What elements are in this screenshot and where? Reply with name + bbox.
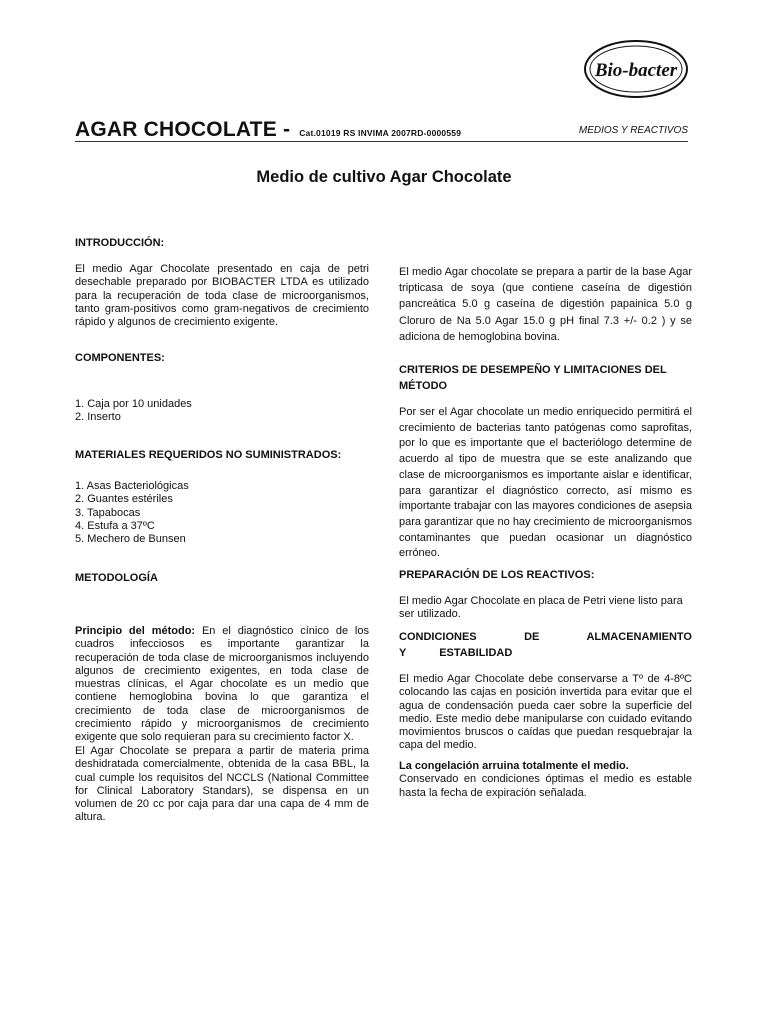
title-dash: -: [282, 118, 291, 141]
reagents-heading: PREPARACIÓN DE LOS REACTIVOS:: [399, 569, 595, 581]
components-list: [75, 398, 369, 425]
list-item: 4. Estufa a 37ºC: [75, 519, 155, 532]
header-title-group: [75, 118, 461, 142]
materials-heading: MATERIALES REQUERIDOS NO SUMINISTRADOS:: [75, 449, 342, 461]
components-heading: COMPONENTES:: [75, 352, 165, 364]
list-item: 3. Tapabocas: [75, 506, 141, 519]
list-item: 1. Caja por 10 unidades: [75, 398, 192, 410]
base-text: El medio Agar chocolate se prepara a partir de la base Agar tripticasa de soya (que contiene caseína de digestión pancreática 5.0 g caseína de digestión papainica 5.0 g Cloruro de Na 5.0 Agar 15.0 g pH final 7.3 +/- 0.2 ) y se adiciona de hemoglobina bovina.: [399, 266, 692, 343]
intro-heading: INTRODUCCIÓN:: [75, 237, 165, 249]
criteria-heading: CRITERIOS DE DESEMPEÑO Y LIMITACIONES DEL MÉTODO: [399, 364, 667, 392]
freeze-label: La congelación arruina totalmente el medio.: [399, 760, 629, 772]
header: [75, 118, 688, 142]
logo-graphic: [582, 38, 690, 100]
document-title: Medio de cultivo Agar Chocolate: [256, 168, 512, 186]
criteria-text: Por ser el Agar chocolate un medio enriquecido permitirá el crecimiento de bacterias tanto patógenas como saprofitas, por lo que es importante que el bacteriólogo determine de acuerdo al tipo de muestra que se este analizando que clase de microorganismos es importante aislar e identificar, para garantizar el diagnóstico correcto, así mismo es importante trabajar con las mayores condiciones de asepsia para garantizar que no hay crecimiento de microorganismos contaminantes que puedan ocasionar un diagnóstico erróneo.: [399, 406, 692, 560]
method-heading: METODOLOGÍA: [75, 572, 158, 584]
section-label: MEDIOS Y REACTIVOS: [578, 125, 688, 136]
list-item: 2. Guantes estériles: [75, 493, 173, 506]
freeze-paragraph: [399, 760, 692, 800]
list-item: 2. Inserto: [75, 411, 121, 424]
freeze-text: Conservado en condiciones óptimas el medio es estable hasta la fecha de expiración señalada.: [399, 773, 692, 799]
intro-text: El medio Agar Chocolate presentado en caja de petri desechable preparado por BIOBACTER LTDA es utilizado para la recuperación de toda clase de microorganismos, tanto gram-positivos como gram-negativos de crecimiento rápido y algunos de crecimiento exigente.: [75, 263, 369, 329]
list-item: 1. Asas Bacteriológicas: [75, 480, 189, 492]
storage-heading: CONDICIONES DE ALMACENAMIENTO Y ESTABILIDAD: [399, 631, 692, 659]
catalog-number: Cat.01019 RS INVIMA 2007RD-0000559: [299, 128, 462, 138]
storage-text: El medio Agar Chocolate debe conservarse a Tº de 4-8ºC colocando las cajas en posición invertida para evitar que el agua de condensación pueda caer sobre la superficie del medio. Este medio debe manipularse con cuidado evitando movimientos bruscos o caídas que puedan resquebrajar la capa del medio.: [399, 673, 692, 752]
header-divider: [75, 141, 688, 142]
principle-paragraph: [75, 625, 369, 745]
preparation-text: El Agar Chocolate se prepara a partir de materia prima deshidratada comercialmente, obtenida de la casa BBL, la cual cumple los requisitos del NCCLS (National Committee for Clinical Laboratory Standars), se dispensa en un volumen de 20 cc por caja para dar una capa de 4 mm de altura.: [75, 745, 369, 824]
principle-text: En el diagnóstico cínico de los cuadros infecciosos es importante garantizar la recuperación de toda clase de microorganismos incluyendo algunos de crecimiento exigentes, en toda clase de muestras clínicas, el Agar chocolate es un medio que contiene hemoglobina bovina lo que garantiza el crecimiento de toda clase de microorganismos de crecimiento rápido y microorganismos de crecimiento exigente que solo requieran para su crecimiento factor X.: [75, 625, 369, 744]
biobacter-logo: [582, 38, 690, 100]
list-item: 5. Mechero de Bunsen: [75, 533, 186, 546]
logo-text: Bio-bacter: [594, 60, 678, 81]
reagents-text: El medio Agar Chocolate en placa de Petri viene listo para ser utilizado.: [399, 595, 683, 621]
principle-label: Principio del método:: [75, 625, 196, 637]
materials-list: [75, 480, 369, 546]
product-title: AGAR CHOCOLATE: [75, 118, 277, 141]
